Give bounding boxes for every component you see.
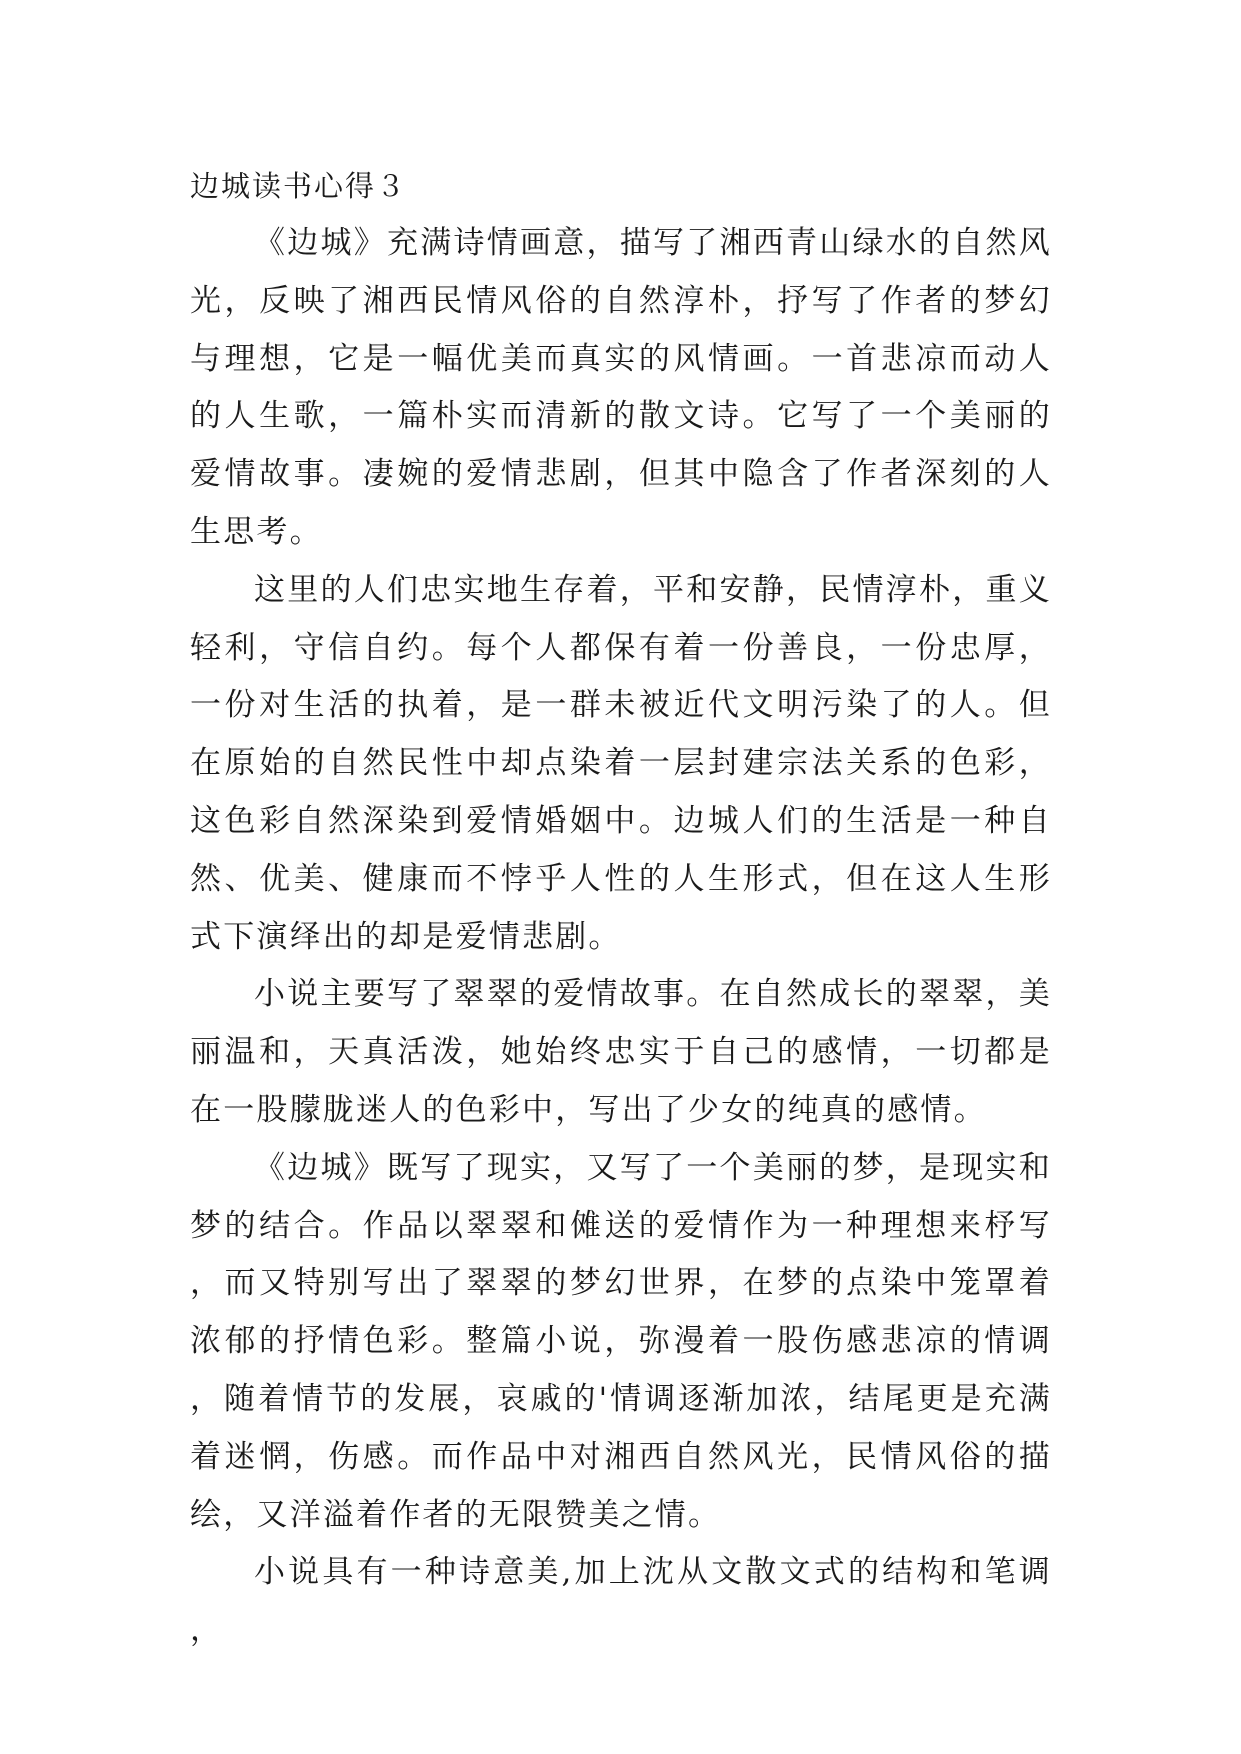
paragraph-5: 小说具有一种诗意美,加上沈从文散文式的结构和笔调， bbox=[190, 1554, 1052, 1649]
paragraph-1: 《边城》充满诗情画意，描写了湘西青山绿水的自然风光，反映了湘西民情风俗的自然淳朴，抒写了作者的梦幻与理想，它是一幅优美而真实的风情画。一首悲凉而动人的人生歌，一篇朴实而清新的散文诗。它写了一个美丽的爱情故事。凄婉的爱情悲剧，但其中隐含了作者深刻的人生思考。 bbox=[190, 225, 1052, 550]
paragraph-4: 《边城》既写了现实，又写了一个美丽的梦，是现实和梦的结合。作品以翠翠和傩送的爱情作为一种理想来杼写，而又特别写出了翠翠的梦幻世界，在梦的点染中笼罩着浓郁的抒情色彩。整篇小说，弥漫着一股伤感悲凉的情调，随着情节的发展，哀戚的'情调逐渐加浓，结尾更是充满着迷惘，伤感。而作品中对湘西自然风光，民情风俗的描绘，又洋溢着作者的无限赞美之情。 bbox=[190, 1149, 1052, 1533]
paragraph-2: 这里的人们忠实地生存着，平和安静，民情淳朴，重义轻利，守信自约。每个人都保有着一份善良，一份忠厚，一份对生活的执着，是一群未被近代文明污染了的人。但在原始的自然民性中却点染着一层封建宗法关系的色彩，这色彩自然深染到爱情婚姻中。边城人们的生活是一种自然、优美、健康而不悖乎人性的人生形式，但在这人生形式下演绎出的却是爱情悲剧。 bbox=[190, 571, 1052, 955]
paragraph-3: 小说主要写了翠翠的爱情故事。在自然成长的翠翠，美丽温和，天真活泼，她始终忠实于自己的感情，一切都是在一股朦胧迷人的色彩中，写出了少女的纯真的感情。 bbox=[190, 976, 1052, 1128]
document-title: 边城读书心得３ bbox=[190, 169, 408, 203]
document-body bbox=[190, 215, 1052, 1660]
